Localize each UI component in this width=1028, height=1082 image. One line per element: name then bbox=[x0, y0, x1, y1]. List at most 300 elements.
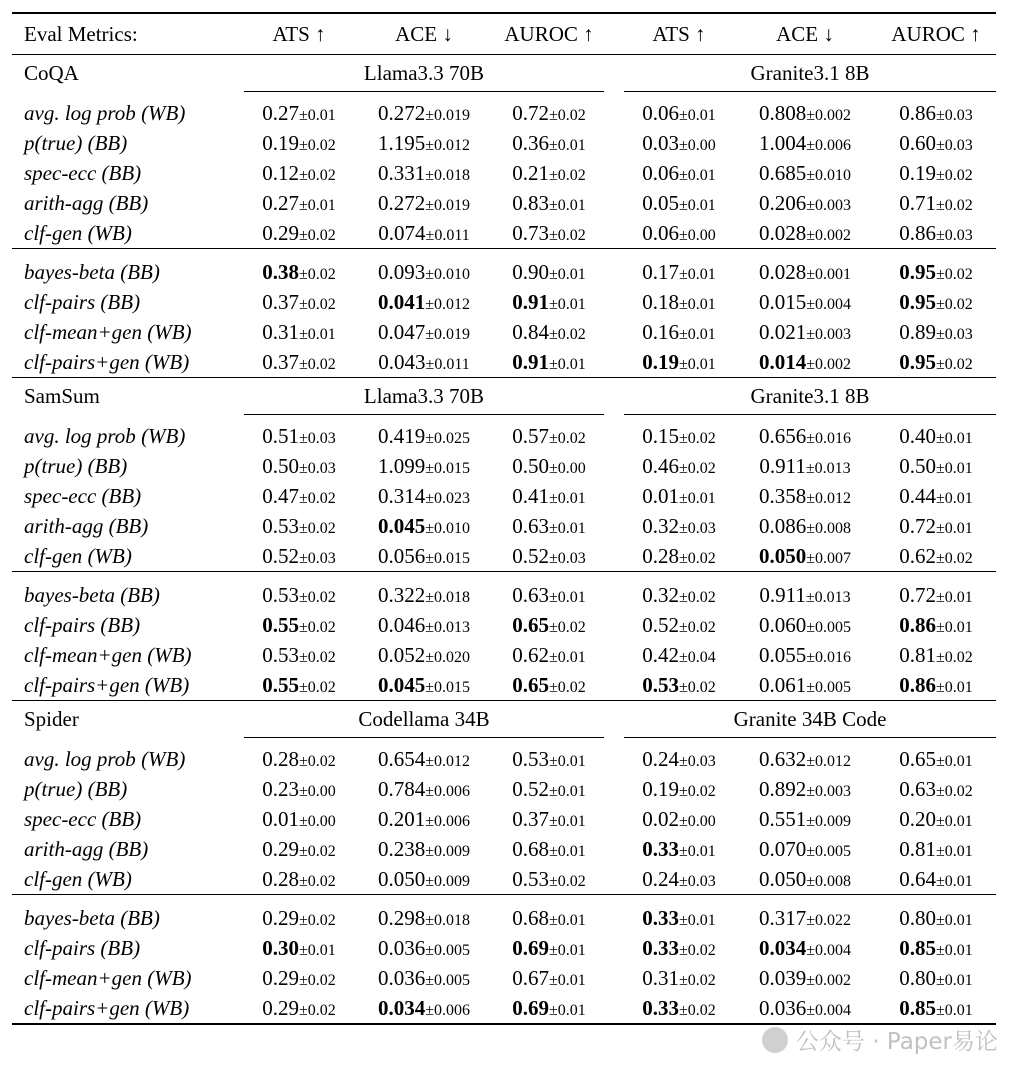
method-label bbox=[12, 774, 244, 804]
metric-cell bbox=[354, 864, 494, 895]
metric-value: 0.911 bbox=[759, 582, 806, 607]
metric-value: 0.31 bbox=[262, 319, 299, 344]
column-gap bbox=[604, 774, 624, 804]
method-label bbox=[12, 128, 244, 158]
column-gap bbox=[604, 98, 624, 128]
metric-value: 0.911 bbox=[759, 453, 806, 478]
method-name: clf-mean+gen bbox=[24, 642, 142, 667]
metric-error: ±0.015 bbox=[425, 549, 471, 567]
metric-error: ±0.01 bbox=[548, 355, 586, 373]
metric-cell bbox=[244, 481, 354, 511]
metric-cell bbox=[734, 128, 876, 158]
metric-error: ±0.02 bbox=[935, 295, 973, 313]
metric-error: ±0.011 bbox=[425, 355, 470, 373]
metric-error: ±0.02 bbox=[298, 136, 336, 154]
method-name: p(true) bbox=[24, 453, 83, 478]
metric-error: ±0.02 bbox=[678, 429, 716, 447]
metric-cell bbox=[244, 610, 354, 640]
metric-value: 0.29 bbox=[262, 965, 299, 990]
metric-cell bbox=[494, 287, 604, 317]
column-gap bbox=[604, 481, 624, 511]
method-row bbox=[12, 287, 996, 317]
metric-error: ±0.01 bbox=[678, 106, 716, 124]
metric-value: 0.06 bbox=[642, 220, 679, 245]
metric-error: ±0.02 bbox=[298, 911, 336, 929]
method-row bbox=[12, 670, 996, 701]
metric-header: AUROC ↑ bbox=[494, 13, 604, 55]
metric-value: 0.784 bbox=[377, 776, 426, 801]
metric-error: ±0.020 bbox=[425, 648, 471, 666]
metric-error: ±0.02 bbox=[678, 459, 716, 477]
metric-value: 0.33 bbox=[642, 935, 679, 960]
metric-value: 0.036 bbox=[758, 995, 807, 1020]
metric-cell bbox=[624, 933, 734, 963]
method-access-type: (WB) bbox=[147, 965, 192, 990]
metric-value: 0.60 bbox=[899, 130, 936, 155]
metric-value: 0.52 bbox=[512, 776, 549, 801]
column-gap bbox=[604, 640, 624, 670]
method-access-type: (BB) bbox=[101, 160, 142, 185]
group-separator bbox=[12, 249, 996, 258]
method-access-type: (BB) bbox=[87, 776, 128, 801]
metric-value: 0.36 bbox=[512, 130, 549, 155]
metric-value: 0.83 bbox=[512, 190, 549, 215]
metric-error: ±0.022 bbox=[806, 911, 852, 929]
method-row bbox=[12, 610, 996, 640]
metric-cell bbox=[494, 317, 604, 347]
metric-error: ±0.015 bbox=[425, 459, 471, 477]
metric-cell bbox=[734, 98, 876, 128]
metric-value: 0.331 bbox=[377, 160, 426, 185]
metric-value: 0.95 bbox=[899, 289, 936, 314]
metric-error: ±0.002 bbox=[806, 226, 852, 244]
metric-cell bbox=[734, 864, 876, 895]
metric-cell bbox=[494, 188, 604, 218]
metric-error: ±0.02 bbox=[298, 752, 336, 770]
metric-error: ±0.01 bbox=[548, 812, 586, 830]
metric-error: ±0.02 bbox=[935, 355, 973, 373]
metric-cell bbox=[734, 481, 876, 511]
metric-value: 0.81 bbox=[899, 642, 936, 667]
method-label bbox=[12, 158, 244, 188]
metric-error: ±0.003 bbox=[806, 196, 852, 214]
column-gap bbox=[604, 128, 624, 158]
method-access-type: (BB) bbox=[120, 905, 160, 930]
metric-error: ±0.012 bbox=[425, 136, 471, 154]
metric-value: 0.81 bbox=[899, 836, 936, 861]
metric-cell bbox=[354, 804, 494, 834]
metric-value: 0.95 bbox=[899, 349, 936, 374]
metric-error: ±0.02 bbox=[548, 429, 586, 447]
metric-value: 0.63 bbox=[899, 776, 936, 801]
metric-value: 0.036 bbox=[377, 935, 426, 960]
metric-cell bbox=[876, 541, 996, 572]
method-row bbox=[12, 640, 996, 670]
metric-error: ±0.02 bbox=[298, 588, 336, 606]
method-name: spec-ecc bbox=[24, 160, 97, 185]
metric-error: ±0.005 bbox=[425, 941, 471, 959]
metric-value: 0.91 bbox=[512, 289, 549, 314]
metric-cell bbox=[624, 804, 734, 834]
metric-error: ±0.012 bbox=[806, 489, 852, 507]
watermark bbox=[762, 1023, 998, 1056]
column-gap bbox=[604, 287, 624, 317]
watermark-text: 公众号 · Paper易论 bbox=[795, 1029, 998, 1055]
metric-cell bbox=[244, 98, 354, 128]
metric-error: ±0.01 bbox=[935, 872, 973, 890]
metric-cell bbox=[494, 744, 604, 774]
metric-cell bbox=[624, 744, 734, 774]
metric-cell bbox=[876, 744, 996, 774]
metric-cell bbox=[354, 834, 494, 864]
method-row bbox=[12, 541, 996, 572]
metric-header: ACE ↓ bbox=[734, 13, 876, 55]
metric-value: 0.656 bbox=[758, 423, 807, 448]
metric-error: ±0.01 bbox=[678, 489, 716, 507]
metric-value: 0.01 bbox=[642, 483, 679, 508]
method-label bbox=[12, 580, 244, 610]
metric-cell bbox=[876, 864, 996, 895]
metric-value: 0.47 bbox=[262, 483, 299, 508]
metric-value: 0.65 bbox=[512, 672, 549, 697]
model-right-name: Granite3.1 8B bbox=[624, 378, 996, 415]
metric-value: 0.086 bbox=[758, 513, 807, 538]
metric-cell bbox=[244, 640, 354, 670]
metric-error: ±0.03 bbox=[935, 325, 973, 343]
metric-header: AUROC ↑ bbox=[876, 13, 996, 55]
metric-error: ±0.018 bbox=[425, 588, 471, 606]
metric-value: 0.06 bbox=[642, 100, 679, 125]
metric-cell bbox=[244, 188, 354, 218]
method-label bbox=[12, 903, 244, 933]
dataset-name: SamSum bbox=[12, 378, 244, 415]
metric-cell bbox=[244, 580, 354, 610]
metric-error: ±0.006 bbox=[425, 782, 471, 800]
metric-value: 0.03 bbox=[642, 130, 679, 155]
metric-cell bbox=[624, 421, 734, 451]
method-name: p(true) bbox=[24, 776, 83, 801]
metric-value: 0.317 bbox=[758, 905, 807, 930]
method-row bbox=[12, 933, 996, 963]
metric-value: 0.69 bbox=[512, 995, 549, 1020]
method-row bbox=[12, 128, 996, 158]
metric-value: 0.047 bbox=[377, 319, 426, 344]
metric-cell bbox=[354, 481, 494, 511]
metric-value: 0.71 bbox=[899, 190, 936, 215]
metric-cell bbox=[244, 317, 354, 347]
metric-cell bbox=[624, 218, 734, 249]
metric-error: ±0.006 bbox=[425, 812, 471, 830]
metric-value: 0.19 bbox=[642, 776, 679, 801]
group-rule bbox=[12, 895, 996, 904]
metric-cell bbox=[734, 933, 876, 963]
metric-cell bbox=[354, 257, 494, 287]
metric-value: 0.028 bbox=[758, 259, 807, 284]
metric-error: ±0.009 bbox=[806, 812, 852, 830]
metric-cell bbox=[354, 218, 494, 249]
metric-cell bbox=[494, 804, 604, 834]
metric-error: ±0.02 bbox=[298, 355, 336, 373]
column-gap bbox=[604, 421, 624, 451]
column-gap bbox=[604, 864, 624, 895]
metric-error: ±0.02 bbox=[678, 971, 716, 989]
metric-cell bbox=[354, 774, 494, 804]
column-gap bbox=[604, 993, 624, 1024]
metric-value: 0.892 bbox=[758, 776, 807, 801]
metric-cell bbox=[624, 670, 734, 701]
metric-value: 0.028 bbox=[758, 220, 807, 245]
method-label bbox=[12, 287, 244, 317]
column-gap bbox=[604, 804, 624, 834]
metric-error: ±0.016 bbox=[806, 648, 852, 666]
metric-error: ±0.02 bbox=[935, 265, 973, 283]
method-label bbox=[12, 347, 244, 378]
metric-error: ±0.018 bbox=[425, 166, 471, 184]
metric-error: ±0.02 bbox=[298, 166, 336, 184]
method-name: clf-pairs+gen bbox=[24, 349, 140, 374]
metric-cell bbox=[494, 541, 604, 572]
metric-error: ±0.02 bbox=[935, 782, 973, 800]
metric-error: ±0.01 bbox=[935, 812, 973, 830]
metric-error: ±0.02 bbox=[678, 618, 716, 636]
metric-cell bbox=[876, 317, 996, 347]
metric-error: ±0.02 bbox=[678, 588, 716, 606]
metric-error: ±0.02 bbox=[298, 265, 336, 283]
metric-cell bbox=[734, 903, 876, 933]
column-gap bbox=[604, 451, 624, 481]
dataset-row bbox=[12, 701, 996, 738]
metric-value: 0.050 bbox=[758, 866, 807, 891]
metric-value: 0.84 bbox=[512, 319, 549, 344]
metric-value: 0.29 bbox=[262, 995, 299, 1020]
metric-cell bbox=[734, 963, 876, 993]
column-gap bbox=[604, 670, 624, 701]
metric-value: 0.86 bbox=[899, 612, 936, 637]
metric-error: ±0.01 bbox=[935, 842, 973, 860]
metric-value: 0.01 bbox=[262, 806, 299, 831]
metric-cell bbox=[494, 864, 604, 895]
metric-value: 0.37 bbox=[512, 806, 549, 831]
metric-error: ±0.02 bbox=[548, 106, 586, 124]
metric-error: ±0.02 bbox=[678, 1001, 716, 1019]
method-row bbox=[12, 317, 996, 347]
metric-value: 0.06 bbox=[642, 160, 679, 185]
metric-error: ±0.03 bbox=[548, 549, 586, 567]
metric-cell bbox=[734, 158, 876, 188]
metric-value: 0.034 bbox=[758, 935, 807, 960]
metric-cell bbox=[876, 670, 996, 701]
metric-value: 0.55 bbox=[262, 672, 299, 697]
metric-value: 0.050 bbox=[377, 866, 426, 891]
metric-cell bbox=[624, 511, 734, 541]
metric-error: ±0.01 bbox=[678, 355, 716, 373]
metric-cell bbox=[494, 511, 604, 541]
column-gap bbox=[604, 541, 624, 572]
metric-error: ±0.006 bbox=[806, 136, 852, 154]
metric-cell bbox=[624, 963, 734, 993]
method-label bbox=[12, 511, 244, 541]
metric-value: 0.28 bbox=[262, 746, 299, 771]
method-row bbox=[12, 257, 996, 287]
metric-value: 0.91 bbox=[512, 349, 549, 374]
metric-value: 0.034 bbox=[377, 995, 426, 1020]
metric-value: 0.29 bbox=[262, 836, 299, 861]
metric-value: 0.27 bbox=[262, 190, 299, 215]
metric-value: 0.27 bbox=[262, 100, 299, 125]
metric-cell bbox=[876, 993, 996, 1024]
method-row bbox=[12, 834, 996, 864]
metric-value: 0.50 bbox=[512, 453, 549, 478]
metric-value: 0.314 bbox=[377, 483, 426, 508]
metric-error: ±0.02 bbox=[298, 489, 336, 507]
metric-value: 0.30 bbox=[262, 935, 299, 960]
eval-metrics-label: Eval Metrics: bbox=[12, 13, 244, 55]
model-right-name: Granite3.1 8B bbox=[624, 55, 996, 92]
metric-cell bbox=[494, 580, 604, 610]
metric-cell bbox=[244, 670, 354, 701]
metric-value: 0.85 bbox=[899, 995, 936, 1020]
method-access-type: (WB) bbox=[141, 100, 186, 125]
metric-value: 1.195 bbox=[377, 130, 426, 155]
metric-error: ±0.002 bbox=[806, 355, 852, 373]
metric-error: ±0.005 bbox=[425, 971, 471, 989]
metric-cell bbox=[494, 610, 604, 640]
metric-cell bbox=[734, 257, 876, 287]
method-name: spec-ecc bbox=[24, 483, 97, 508]
metric-cell bbox=[876, 257, 996, 287]
metric-error: ±0.02 bbox=[935, 549, 973, 567]
metric-error: ±0.01 bbox=[935, 459, 973, 477]
column-gap bbox=[604, 511, 624, 541]
method-label bbox=[12, 188, 244, 218]
metric-error: ±0.02 bbox=[548, 226, 586, 244]
metric-error: ±0.01 bbox=[548, 842, 586, 860]
metric-cell bbox=[494, 481, 604, 511]
method-access-type: (BB) bbox=[120, 259, 160, 284]
metric-value: 0.015 bbox=[758, 289, 807, 314]
metric-cell bbox=[244, 257, 354, 287]
metric-error: ±0.002 bbox=[806, 971, 852, 989]
method-row bbox=[12, 963, 996, 993]
metric-value: 0.551 bbox=[758, 806, 807, 831]
metric-value: 0.73 bbox=[512, 220, 549, 245]
metric-cell bbox=[244, 774, 354, 804]
metric-value: 0.63 bbox=[512, 513, 549, 538]
metric-error: ±0.03 bbox=[935, 226, 973, 244]
metric-value: 0.052 bbox=[377, 642, 426, 667]
method-name: bayes-beta bbox=[24, 905, 115, 930]
metric-cell bbox=[734, 287, 876, 317]
metric-error: ±0.004 bbox=[806, 1001, 852, 1019]
column-gap bbox=[604, 580, 624, 610]
metric-value: 0.62 bbox=[899, 543, 936, 568]
metric-error: ±0.011 bbox=[425, 226, 470, 244]
metric-value: 0.86 bbox=[899, 672, 936, 697]
metric-value: 0.28 bbox=[262, 866, 299, 891]
metric-header: ATS ↑ bbox=[624, 13, 734, 55]
metric-cell bbox=[354, 98, 494, 128]
metric-value: 0.050 bbox=[758, 543, 807, 568]
method-label bbox=[12, 744, 244, 774]
metric-error: ±0.02 bbox=[935, 166, 973, 184]
metric-value: 0.19 bbox=[642, 349, 679, 374]
metric-error: ±0.007 bbox=[806, 549, 852, 567]
metric-error: ±0.02 bbox=[298, 519, 336, 537]
metric-error: ±0.003 bbox=[806, 325, 852, 343]
metric-value: 0.322 bbox=[377, 582, 426, 607]
metric-value: 0.57 bbox=[512, 423, 549, 448]
metric-error: ±0.01 bbox=[935, 971, 973, 989]
method-access-type: (WB) bbox=[147, 642, 192, 667]
method-access-type: (WB) bbox=[141, 746, 186, 771]
metric-value: 0.358 bbox=[758, 483, 807, 508]
metric-error: ±0.004 bbox=[806, 941, 852, 959]
metric-value: 0.46 bbox=[642, 453, 679, 478]
metric-error: ±0.008 bbox=[806, 872, 852, 890]
metric-value: 0.043 bbox=[378, 349, 426, 374]
method-name: avg. log prob bbox=[24, 746, 136, 771]
metric-cell bbox=[244, 451, 354, 481]
metric-error: ±0.010 bbox=[425, 265, 471, 283]
metric-error: ±0.005 bbox=[806, 842, 852, 860]
model-left-name: Llama3.3 70B bbox=[244, 378, 604, 415]
metric-cell bbox=[494, 670, 604, 701]
metric-error: ±0.01 bbox=[935, 911, 973, 929]
metric-value: 0.18 bbox=[642, 289, 679, 314]
method-access-type: (BB) bbox=[100, 935, 141, 960]
metric-error: ±0.01 bbox=[298, 196, 336, 214]
metric-value: 0.201 bbox=[377, 806, 426, 831]
metric-cell bbox=[876, 451, 996, 481]
metric-cell bbox=[876, 963, 996, 993]
metric-error: ±0.02 bbox=[678, 941, 716, 959]
metric-cell bbox=[624, 317, 734, 347]
metric-error: ±0.01 bbox=[548, 782, 586, 800]
metric-value: 0.55 bbox=[262, 612, 299, 637]
method-row bbox=[12, 903, 996, 933]
metric-value: 0.52 bbox=[262, 543, 299, 568]
metric-error: ±0.010 bbox=[425, 519, 471, 537]
column-gap bbox=[604, 158, 624, 188]
metric-value: 0.039 bbox=[758, 965, 807, 990]
metric-cell bbox=[876, 128, 996, 158]
column-gap bbox=[604, 378, 624, 415]
metric-error: ±0.00 bbox=[678, 812, 716, 830]
metric-error: ±0.00 bbox=[548, 459, 586, 477]
metric-cell bbox=[624, 610, 734, 640]
metric-cell bbox=[244, 933, 354, 963]
metric-cell bbox=[876, 511, 996, 541]
method-access-type: (WB) bbox=[144, 349, 190, 374]
metric-error: ±0.004 bbox=[806, 295, 852, 313]
metric-cell bbox=[624, 834, 734, 864]
metric-error: ±0.01 bbox=[935, 519, 973, 537]
column-gap bbox=[604, 701, 624, 738]
metric-cell bbox=[624, 864, 734, 895]
metric-error: ±0.001 bbox=[806, 265, 852, 283]
metric-cell bbox=[354, 158, 494, 188]
metric-error: ±0.01 bbox=[548, 295, 586, 313]
method-access-type: (BB) bbox=[108, 836, 149, 861]
metric-cell bbox=[354, 451, 494, 481]
column-gap bbox=[604, 610, 624, 640]
metric-cell bbox=[494, 963, 604, 993]
method-access-type: (BB) bbox=[108, 513, 149, 538]
method-row bbox=[12, 98, 996, 128]
metric-error: ±0.01 bbox=[548, 136, 586, 154]
method-name: avg. log prob bbox=[24, 423, 136, 448]
metric-value: 0.29 bbox=[262, 220, 299, 245]
